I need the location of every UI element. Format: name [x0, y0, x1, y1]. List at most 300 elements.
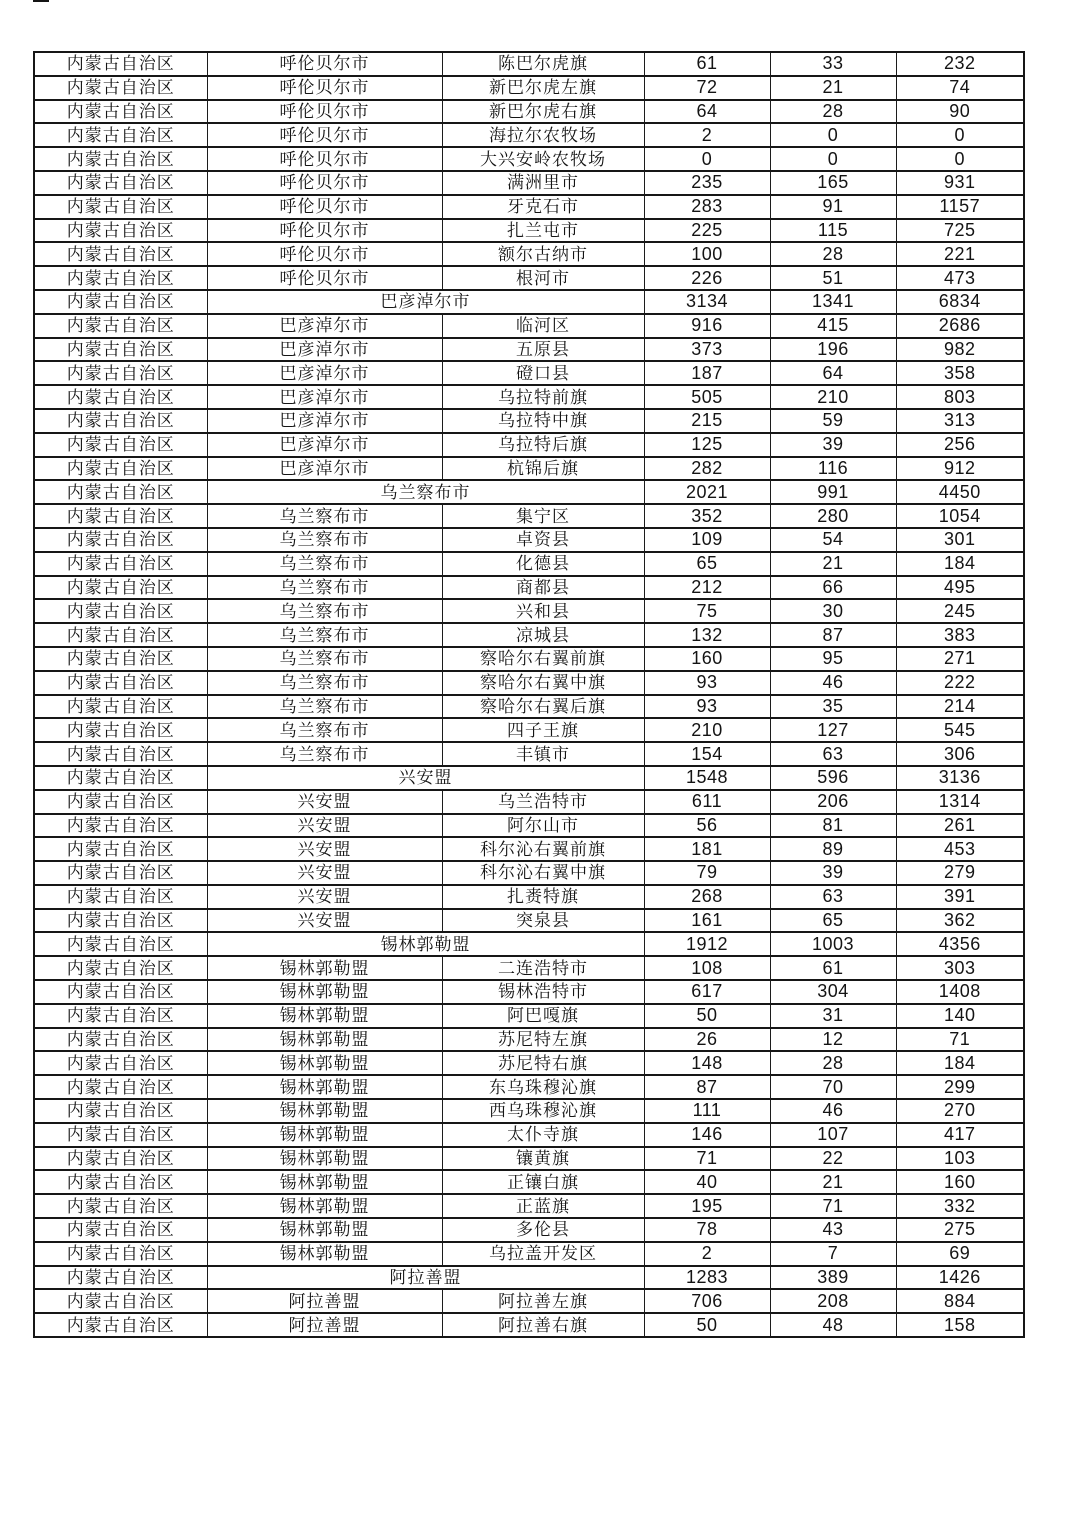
city-cell: 锡林郭勒盟 [207, 1004, 442, 1028]
value-cell: 71 [896, 1028, 1024, 1052]
value-cell: 72 [644, 76, 770, 100]
table-row [34, 1147, 1024, 1171]
value-cell: 100 [644, 242, 770, 266]
city-cell: 乌兰察布市 [207, 647, 442, 671]
province-cell: 内蒙古自治区 [34, 266, 207, 290]
value-cell: 596 [770, 766, 896, 790]
city-cell: 兴安盟 [207, 814, 442, 838]
county-cell: 多伦县 [442, 1218, 644, 1242]
table-row [34, 790, 1024, 814]
value-cell: 358 [896, 361, 1024, 385]
county-cell: 五原县 [442, 338, 644, 362]
province-cell: 内蒙古自治区 [34, 1099, 207, 1123]
table-row [34, 1313, 1024, 1337]
value-cell: 545 [896, 718, 1024, 742]
value-cell: 280 [770, 504, 896, 528]
province-cell: 内蒙古自治区 [34, 361, 207, 385]
table-row [34, 932, 1024, 956]
province-cell: 内蒙古自治区 [34, 504, 207, 528]
table-row [34, 1028, 1024, 1052]
city-cell: 呼伦贝尔市 [207, 266, 442, 290]
city-cell: 阿拉善盟 [207, 1289, 442, 1313]
city-cell: 兴安盟 [207, 885, 442, 909]
county-cell: 西乌珠穆沁旗 [442, 1099, 644, 1123]
value-cell: 158 [896, 1313, 1024, 1337]
county-cell: 科尔沁右翼中旗 [442, 861, 644, 885]
value-cell: 184 [896, 1051, 1024, 1075]
county-cell: 科尔沁右翼前旗 [442, 837, 644, 861]
value-cell: 50 [644, 1313, 770, 1337]
city-cell: 锡林郭勒盟 [207, 1170, 442, 1194]
value-cell: 63 [770, 742, 896, 766]
province-cell: 内蒙古自治区 [34, 956, 207, 980]
value-cell: 304 [770, 980, 896, 1004]
value-cell: 140 [896, 1004, 1024, 1028]
city-cell: 呼伦贝尔市 [207, 52, 442, 76]
province-cell: 内蒙古自治区 [34, 314, 207, 338]
table-row [34, 242, 1024, 266]
value-cell: 66 [770, 576, 896, 600]
value-cell: 495 [896, 576, 1024, 600]
value-cell: 0 [896, 123, 1024, 147]
value-cell: 61 [644, 52, 770, 76]
county-cell: 根河市 [442, 266, 644, 290]
value-cell: 373 [644, 338, 770, 362]
table-row [34, 123, 1024, 147]
value-cell: 111 [644, 1099, 770, 1123]
city-cell: 呼伦贝尔市 [207, 219, 442, 243]
province-cell: 内蒙古自治区 [34, 1194, 207, 1218]
city-cell: 巴彦淖尔市 [207, 409, 442, 433]
city-cell: 乌兰察布市 [207, 718, 442, 742]
province-cell: 内蒙古自治区 [34, 1004, 207, 1028]
value-cell: 108 [644, 956, 770, 980]
table-row [34, 195, 1024, 219]
province-cell: 内蒙古自治区 [34, 1075, 207, 1099]
value-cell: 803 [896, 385, 1024, 409]
county-cell: 凉城县 [442, 623, 644, 647]
value-cell: 127 [770, 718, 896, 742]
county-cell: 兴和县 [442, 599, 644, 623]
city-cell: 呼伦贝尔市 [207, 76, 442, 100]
value-cell: 39 [770, 433, 896, 457]
table-row [34, 718, 1024, 742]
table-row [34, 909, 1024, 933]
value-cell: 125 [644, 433, 770, 457]
county-cell: 四子王旗 [442, 718, 644, 742]
table-row [34, 1242, 1024, 1266]
value-cell: 59 [770, 409, 896, 433]
county-cell: 新巴尔虎右旗 [442, 100, 644, 124]
province-cell: 内蒙古自治区 [34, 623, 207, 647]
value-cell: 1548 [644, 766, 770, 790]
value-cell: 1912 [644, 932, 770, 956]
value-cell: 161 [644, 909, 770, 933]
city-cell: 乌兰察布市 [207, 671, 442, 695]
value-cell: 235 [644, 171, 770, 195]
city-cell: 锡林郭勒盟 [207, 1194, 442, 1218]
province-cell: 内蒙古自治区 [34, 742, 207, 766]
city-cell: 锡林郭勒盟 [207, 1242, 442, 1266]
table-row [34, 1051, 1024, 1075]
value-cell: 12 [770, 1028, 896, 1052]
table-row [34, 409, 1024, 433]
table-row [34, 457, 1024, 481]
city-cell: 阿拉善盟 [207, 1313, 442, 1337]
province-cell: 内蒙古自治区 [34, 1313, 207, 1337]
value-cell: 22 [770, 1147, 896, 1171]
value-cell: 352 [644, 504, 770, 528]
province-cell: 内蒙古自治区 [34, 552, 207, 576]
value-cell: 56 [644, 814, 770, 838]
value-cell: 1003 [770, 932, 896, 956]
value-cell: 89 [770, 837, 896, 861]
value-cell: 69 [896, 1242, 1024, 1266]
province-cell: 内蒙古自治区 [34, 1289, 207, 1313]
value-cell: 261 [896, 814, 1024, 838]
value-cell: 332 [896, 1194, 1024, 1218]
county-cell: 东乌珠穆沁旗 [442, 1075, 644, 1099]
value-cell: 415 [770, 314, 896, 338]
county-cell: 察哈尔右翼前旗 [442, 647, 644, 671]
city-cell: 锡林郭勒盟 [207, 1123, 442, 1147]
table-row [34, 1004, 1024, 1028]
value-cell: 210 [770, 385, 896, 409]
table-row [34, 1123, 1024, 1147]
table-row [34, 338, 1024, 362]
value-cell: 109 [644, 528, 770, 552]
value-cell: 931 [896, 171, 1024, 195]
county-cell: 锡林浩特市 [442, 980, 644, 1004]
province-cell: 内蒙古自治区 [34, 242, 207, 266]
value-cell: 391 [896, 885, 1024, 909]
county-cell: 化德县 [442, 552, 644, 576]
city-cell: 锡林郭勒盟 [207, 956, 442, 980]
value-cell: 31 [770, 1004, 896, 1028]
county-cell: 乌拉特中旗 [442, 409, 644, 433]
county-cell: 卓资县 [442, 528, 644, 552]
table-row [34, 695, 1024, 719]
city-cell: 锡林郭勒盟 [207, 980, 442, 1004]
county-cell: 阿拉善右旗 [442, 1313, 644, 1337]
city-cell: 乌兰察布市 [207, 576, 442, 600]
county-cell: 额尔古纳市 [442, 242, 644, 266]
value-cell: 212 [644, 576, 770, 600]
value-cell: 7 [770, 1242, 896, 1266]
value-cell: 453 [896, 837, 1024, 861]
value-cell: 912 [896, 457, 1024, 481]
value-cell: 283 [644, 195, 770, 219]
value-cell: 2021 [644, 480, 770, 504]
city-cell: 呼伦贝尔市 [207, 171, 442, 195]
value-cell: 79 [644, 861, 770, 885]
province-cell: 内蒙古自治区 [34, 480, 207, 504]
value-cell: 43 [770, 1218, 896, 1242]
value-cell: 3134 [644, 290, 770, 314]
province-cell: 内蒙古自治区 [34, 338, 207, 362]
county-cell: 镶黄旗 [442, 1147, 644, 1171]
city-cell: 乌兰察布市 [207, 504, 442, 528]
city-cell: 兴安盟 [207, 909, 442, 933]
province-cell: 内蒙古自治区 [34, 1147, 207, 1171]
value-cell: 221 [896, 242, 1024, 266]
county-cell: 正蓝旗 [442, 1194, 644, 1218]
value-cell: 93 [644, 695, 770, 719]
page-edge-artifact [33, 0, 49, 2]
value-cell: 46 [770, 1099, 896, 1123]
value-cell: 0 [770, 123, 896, 147]
table-row [34, 219, 1024, 243]
province-cell: 内蒙古自治区 [34, 909, 207, 933]
city-cell: 巴彦淖尔市 [207, 385, 442, 409]
value-cell: 4450 [896, 480, 1024, 504]
city-cell: 巴彦淖尔市 [207, 433, 442, 457]
value-cell: 301 [896, 528, 1024, 552]
city-cell-merged: 兴安盟 [207, 766, 644, 790]
value-cell: 279 [896, 861, 1024, 885]
county-cell: 扎兰屯市 [442, 219, 644, 243]
value-cell: 2 [644, 1242, 770, 1266]
value-cell: 54 [770, 528, 896, 552]
table-row [34, 1099, 1024, 1123]
value-cell: 1426 [896, 1266, 1024, 1290]
county-cell: 陈巴尔虎旗 [442, 52, 644, 76]
value-cell: 90 [896, 100, 1024, 124]
value-cell: 95 [770, 647, 896, 671]
province-cell: 内蒙古自治区 [34, 932, 207, 956]
statistics-table [33, 51, 1025, 1338]
value-cell: 50 [644, 1004, 770, 1028]
county-cell: 牙克石市 [442, 195, 644, 219]
value-cell: 46 [770, 671, 896, 695]
province-cell: 内蒙古自治区 [34, 1123, 207, 1147]
value-cell: 40 [644, 1170, 770, 1194]
city-cell-merged: 锡林郭勒盟 [207, 932, 644, 956]
value-cell: 2686 [896, 314, 1024, 338]
county-cell: 扎赉特旗 [442, 885, 644, 909]
value-cell: 417 [896, 1123, 1024, 1147]
county-cell: 临河区 [442, 314, 644, 338]
county-cell: 阿拉善左旗 [442, 1289, 644, 1313]
county-cell: 商都县 [442, 576, 644, 600]
table-row [34, 1194, 1024, 1218]
value-cell: 78 [644, 1218, 770, 1242]
province-cell: 内蒙古自治区 [34, 433, 207, 457]
province-cell: 内蒙古自治区 [34, 290, 207, 314]
value-cell: 1157 [896, 195, 1024, 219]
value-cell: 184 [896, 552, 1024, 576]
county-cell: 满洲里市 [442, 171, 644, 195]
value-cell: 196 [770, 338, 896, 362]
table-row [34, 100, 1024, 124]
value-cell: 3136 [896, 766, 1024, 790]
value-cell: 93 [644, 671, 770, 695]
value-cell: 389 [770, 1266, 896, 1290]
value-cell: 116 [770, 457, 896, 481]
county-cell: 察哈尔右翼后旗 [442, 695, 644, 719]
county-cell: 苏尼特右旗 [442, 1051, 644, 1075]
city-cell: 锡林郭勒盟 [207, 1051, 442, 1075]
city-cell: 巴彦淖尔市 [207, 457, 442, 481]
table-row [34, 52, 1024, 76]
county-cell: 磴口县 [442, 361, 644, 385]
county-cell: 太仆寺旗 [442, 1123, 644, 1147]
city-cell: 乌兰察布市 [207, 695, 442, 719]
value-cell: 505 [644, 385, 770, 409]
county-cell: 二连浩特市 [442, 956, 644, 980]
table-row [34, 861, 1024, 885]
province-cell: 内蒙古自治区 [34, 195, 207, 219]
value-cell: 884 [896, 1289, 1024, 1313]
table-row [34, 361, 1024, 385]
province-cell: 内蒙古自治区 [34, 52, 207, 76]
county-cell: 突泉县 [442, 909, 644, 933]
city-cell: 锡林郭勒盟 [207, 1147, 442, 1171]
table-row [34, 1075, 1024, 1099]
statistics-table-body [34, 52, 1024, 1337]
county-cell: 大兴安岭农牧场 [442, 147, 644, 171]
city-cell: 呼伦贝尔市 [207, 100, 442, 124]
value-cell: 991 [770, 480, 896, 504]
value-cell: 71 [644, 1147, 770, 1171]
table-row [34, 504, 1024, 528]
value-cell: 1341 [770, 290, 896, 314]
value-cell: 63 [770, 885, 896, 909]
value-cell: 222 [896, 671, 1024, 695]
value-cell: 146 [644, 1123, 770, 1147]
table-row [34, 837, 1024, 861]
value-cell: 215 [644, 409, 770, 433]
county-cell: 阿尔山市 [442, 814, 644, 838]
county-cell: 海拉尔农牧场 [442, 123, 644, 147]
province-cell: 内蒙古自治区 [34, 766, 207, 790]
table-row [34, 980, 1024, 1004]
province-cell: 内蒙古自治区 [34, 147, 207, 171]
city-cell: 锡林郭勒盟 [207, 1099, 442, 1123]
value-cell: 107 [770, 1123, 896, 1147]
table-row [34, 885, 1024, 909]
value-cell: 51 [770, 266, 896, 290]
city-cell: 呼伦贝尔市 [207, 147, 442, 171]
province-cell: 内蒙古自治区 [34, 885, 207, 909]
county-cell: 集宁区 [442, 504, 644, 528]
province-cell: 内蒙古自治区 [34, 599, 207, 623]
value-cell: 256 [896, 433, 1024, 457]
province-cell: 内蒙古自治区 [34, 1051, 207, 1075]
value-cell: 160 [896, 1170, 1024, 1194]
value-cell: 160 [644, 647, 770, 671]
value-cell: 210 [644, 718, 770, 742]
value-cell: 611 [644, 790, 770, 814]
county-cell: 阿巴嘎旗 [442, 1004, 644, 1028]
value-cell: 70 [770, 1075, 896, 1099]
value-cell: 617 [644, 980, 770, 1004]
table-row [34, 314, 1024, 338]
value-cell: 270 [896, 1099, 1024, 1123]
city-cell: 兴安盟 [207, 790, 442, 814]
value-cell: 65 [770, 909, 896, 933]
value-cell: 275 [896, 1218, 1024, 1242]
province-cell: 内蒙古自治区 [34, 528, 207, 552]
value-cell: 39 [770, 861, 896, 885]
table-row [34, 76, 1024, 100]
province-cell: 内蒙古自治区 [34, 100, 207, 124]
city-cell-merged: 阿拉善盟 [207, 1266, 644, 1290]
value-cell: 181 [644, 837, 770, 861]
city-cell: 兴安盟 [207, 837, 442, 861]
table-row [34, 1289, 1024, 1313]
county-cell: 苏尼特左旗 [442, 1028, 644, 1052]
value-cell: 383 [896, 623, 1024, 647]
city-cell: 锡林郭勒盟 [207, 1218, 442, 1242]
province-cell: 内蒙古自治区 [34, 1170, 207, 1194]
table-row [34, 385, 1024, 409]
city-cell-merged: 乌兰察布市 [207, 480, 644, 504]
value-cell: 1314 [896, 790, 1024, 814]
value-cell: 6834 [896, 290, 1024, 314]
table-row [34, 956, 1024, 980]
province-cell: 内蒙古自治区 [34, 385, 207, 409]
value-cell: 1408 [896, 980, 1024, 1004]
value-cell: 313 [896, 409, 1024, 433]
city-cell: 乌兰察布市 [207, 528, 442, 552]
value-cell: 706 [644, 1289, 770, 1313]
value-cell: 28 [770, 242, 896, 266]
county-cell: 乌拉盖开发区 [442, 1242, 644, 1266]
province-cell: 内蒙古自治区 [34, 718, 207, 742]
table-row [34, 433, 1024, 457]
county-cell: 正镶白旗 [442, 1170, 644, 1194]
province-cell: 内蒙古自治区 [34, 861, 207, 885]
province-cell: 内蒙古自治区 [34, 123, 207, 147]
table-row [34, 814, 1024, 838]
county-cell: 丰镇市 [442, 742, 644, 766]
province-cell: 内蒙古自治区 [34, 171, 207, 195]
value-cell: 4356 [896, 932, 1024, 956]
value-cell: 1054 [896, 504, 1024, 528]
value-cell: 226 [644, 266, 770, 290]
province-cell: 内蒙古自治区 [34, 219, 207, 243]
value-cell: 21 [770, 76, 896, 100]
city-cell-merged: 巴彦淖尔市 [207, 290, 644, 314]
value-cell: 282 [644, 457, 770, 481]
table-row [34, 1266, 1024, 1290]
value-cell: 303 [896, 956, 1024, 980]
value-cell: 75 [644, 599, 770, 623]
value-cell: 132 [644, 623, 770, 647]
county-cell: 乌兰浩特市 [442, 790, 644, 814]
province-cell: 内蒙古自治区 [34, 695, 207, 719]
value-cell: 982 [896, 338, 1024, 362]
value-cell: 71 [770, 1194, 896, 1218]
city-cell: 乌兰察布市 [207, 623, 442, 647]
province-cell: 内蒙古自治区 [34, 457, 207, 481]
value-cell: 299 [896, 1075, 1024, 1099]
value-cell: 33 [770, 52, 896, 76]
province-cell: 内蒙古自治区 [34, 671, 207, 695]
value-cell: 115 [770, 219, 896, 243]
value-cell: 65 [644, 552, 770, 576]
value-cell: 30 [770, 599, 896, 623]
table-row [34, 766, 1024, 790]
value-cell: 28 [770, 1051, 896, 1075]
table-row [34, 290, 1024, 314]
province-cell: 内蒙古自治区 [34, 76, 207, 100]
table-row [34, 576, 1024, 600]
value-cell: 35 [770, 695, 896, 719]
value-cell: 0 [770, 147, 896, 171]
province-cell: 内蒙古自治区 [34, 1242, 207, 1266]
